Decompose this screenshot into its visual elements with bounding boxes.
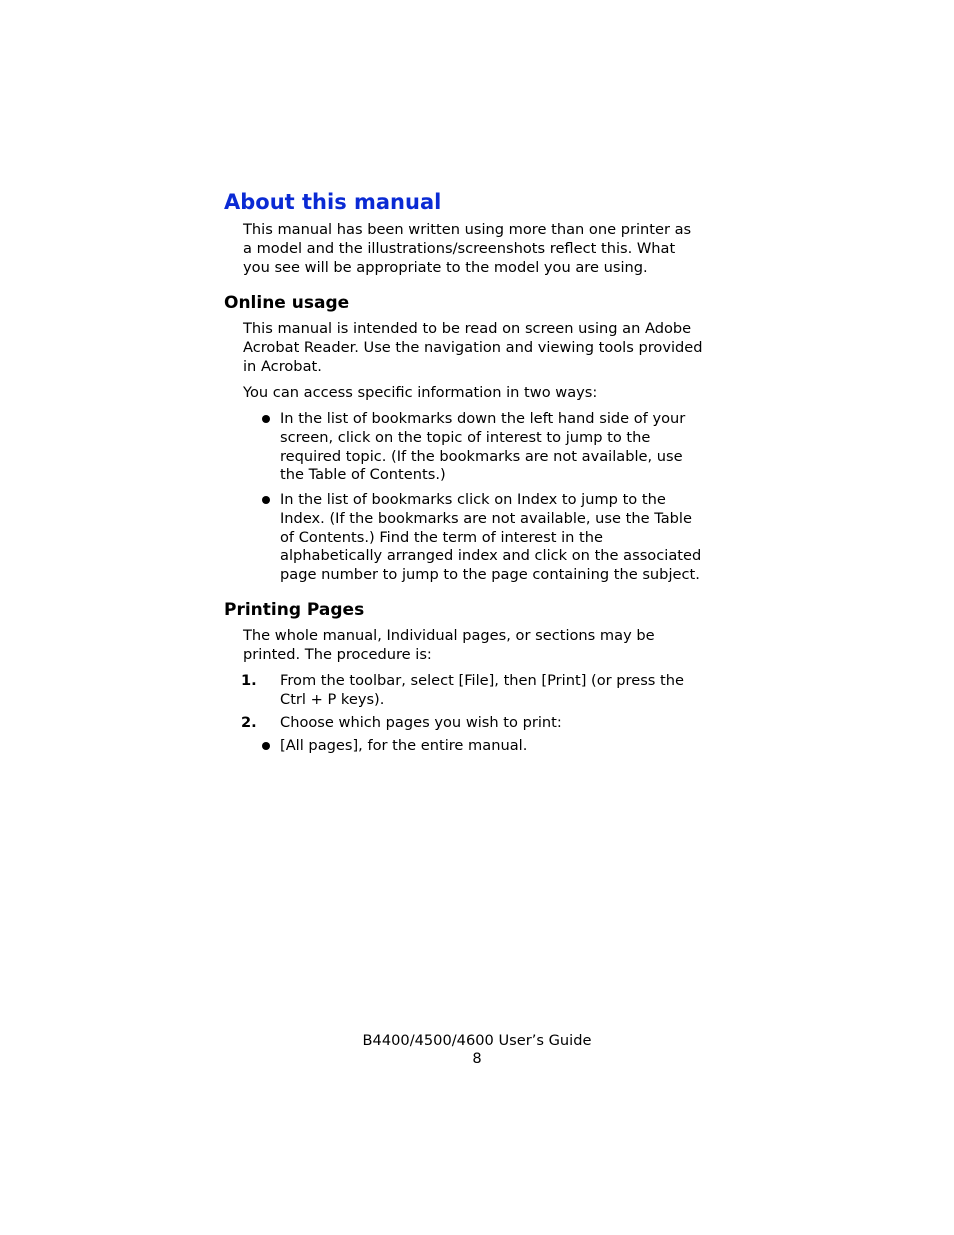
text-line: you see will be appropriate to the model you are using. <box>243 258 648 276</box>
step-number: 1. <box>241 672 257 689</box>
bullet-icon <box>262 742 270 750</box>
bullet-item-index <box>262 491 762 586</box>
text-line: required topic. (If the bookmarks are not available, use <box>280 447 683 465</box>
text-line: Ctrl + P keys). <box>280 690 385 708</box>
bullet-item-all-pages <box>262 737 762 756</box>
bullet-text <box>280 737 750 756</box>
intro-paragraph <box>243 221 743 277</box>
text-line: page number to jump to the page containing the subject. <box>280 566 700 584</box>
text-line: screen, click on the topic of interest to jump to the <box>280 428 651 446</box>
bullet-text <box>280 491 750 585</box>
text-line: Choose which pages you wish to print: <box>280 714 562 731</box>
bullet-item-bookmarks <box>262 410 762 486</box>
bullet-icon <box>262 496 270 504</box>
online-usage-heading: Online usage <box>224 293 350 313</box>
step-text <box>280 714 750 733</box>
step-text <box>280 672 750 710</box>
step-number: 2. <box>241 714 257 731</box>
text-line: Acrobat Reader. Use the navigation and viewing tools provided <box>243 338 703 356</box>
bullet-text <box>280 410 750 485</box>
text-line: You can access specific information in two ways: <box>243 384 598 401</box>
text-line: in Acrobat. <box>243 357 322 375</box>
text-line: This manual is intended to be read on screen using an Adobe <box>243 320 692 337</box>
printing-intro-paragraph <box>243 627 743 665</box>
printing-pages-heading: Printing Pages <box>224 600 365 620</box>
text-line: From the toolbar, select [File], then [Print] (or press the <box>280 672 684 689</box>
section-title: About this manual <box>224 190 442 214</box>
text-line: printed. The procedure is: <box>243 645 432 663</box>
text-line: alphabetically arranged index and click on the associated <box>280 547 702 565</box>
step-item-1 <box>241 672 751 710</box>
footer-page-number: 8 <box>472 1050 482 1067</box>
online-usage-paragraph <box>243 320 743 376</box>
bullet-icon <box>262 415 270 423</box>
text-line: In the list of bookmarks down the left hand side of your <box>280 410 686 427</box>
text-line: a model and the illustrations/screenshots reflect this. What <box>243 239 676 257</box>
access-ways-paragraph <box>243 384 743 403</box>
footer-guide-title: B4400/4500/4600 User’s Guide <box>362 1032 592 1049</box>
text-line: The whole manual, Individual pages, or sections may be <box>243 627 655 644</box>
text-line: In the list of bookmarks click on Index to jump to the <box>280 491 666 508</box>
text-line: Index. (If the bookmarks are not available, use the Table <box>280 509 692 527</box>
text-line: [All pages], for the entire manual. <box>280 737 528 754</box>
text-line: This manual has been written using more than one printer as <box>243 221 692 238</box>
text-line: the Table of Contents.) <box>280 466 446 484</box>
text-line: of Contents.) Find the term of interest in the <box>280 528 603 546</box>
step-item-2 <box>241 714 751 733</box>
